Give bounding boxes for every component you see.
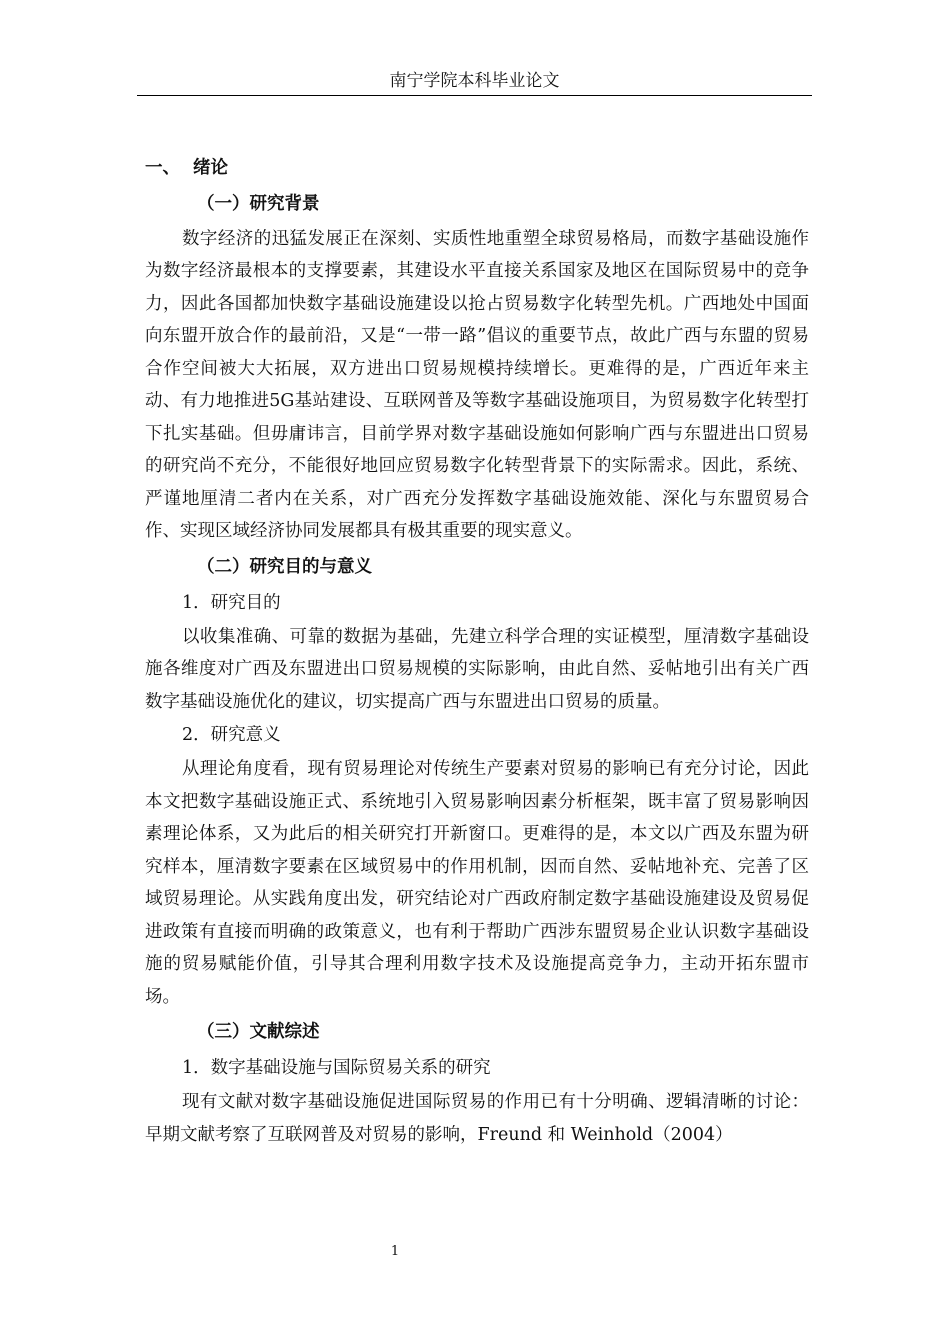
document-body xyxy=(145,152,809,1151)
chapter-title: 绪论 xyxy=(193,158,228,178)
subsection-heading-goal: 1．研究目的 xyxy=(182,592,281,613)
subsection-heading-significance: 2．研究意义 xyxy=(182,725,281,745)
paragraph-goal: 以收集准确、可靠的数据为基础，先建立科学合理的实证模型，厘清数字基础设施各维度对广西及东盟进出口贸易规模的实际影响，由此自然、妥帖地引出有关广西数字基础设施优化的建议，切实提高广西与东盟进出口贸易的质量。 xyxy=(145,626,809,712)
header-divider xyxy=(137,95,812,96)
subsection-heading-literature-1: 1．数字基础设施与国际贸易关系的研究 xyxy=(182,1058,491,1078)
paragraph-significance: 从理论角度看，现有贸易理论对传统生产要素对贸易的影响已有充分讨论，因此本文把数字基础设施正式、系统地引入贸易影响因素分析框架，既丰富了贸易影响因素理论体系，又为此后的相关研究打开新窗口。更难得的是，本文以广西及东盟为研究样本，厘清数字要素在区域贸易中的作用机制，因而自然、妥帖地补充、完善了区域贸易理论。从实践角度出发，研究结论对广西政府制定数字基础设施建设及贸易促进政策有直接而明确的政策意义，也有利于帮助广西涉东盟贸易企业认识数字基础设施的贸易赋能价值，引导其合理利用数字技术及设施提高竞争力，主动开拓东盟市场。 xyxy=(145,759,809,1007)
section-heading-purpose: （二）研究目的与意义 xyxy=(197,556,372,577)
section-heading-background: （一）研究背景 xyxy=(197,193,320,214)
chapter-heading xyxy=(145,152,809,185)
running-header: 南宁学院本科毕业论文 xyxy=(389,71,560,91)
chapter-number: 一、 xyxy=(145,158,180,178)
section-heading-literature: （三）文献综述 xyxy=(197,1022,320,1042)
page-number: 1 xyxy=(390,1244,400,1259)
paragraph-background: 数字经济的迅猛发展正在深刻、实质性地重塑全球贸易格局，而数字基础设施作为数字经济最根本的支撑要素，其建设水平直接关系国家及地区在国际贸易中的竞争力，因此各国都加快数字基础设施建设以抢占贸易数字化转型先机。广西地处中国面向东盟开放合作的最前沿，又是“一带一路”倡议的重要节点，故此广西与东盟的贸易合作空间被大大拓展，双方进出口贸易规模持续增长。更难得的是，广西近年来主动、有力地推进5G基站建设、互联网普及等数字基础设施项目，为贸易数字化转型打下扎实基础。但毋庸讳言，目前学界对数字基础设施如何影响广西与东盟进出口贸易的研究尚不充分，不能很好地回应贸易数字化转型背景下的实际需求。因此，系统、严谨地厘清二者内在关系，对广西充分发挥数字基础设施效能、深化与东盟贸易合作、实现区域经济协同发展都具有极其重要的现实意义。 xyxy=(145,228,809,541)
paragraph-literature-1: 现有文献对数字基础设施促进国际贸易的作用已有十分明确、逻辑清晰的讨论：早期文献考察了互联网普及对贸易的影响，Freund 和 Weinhold（2004） xyxy=(145,1092,809,1145)
